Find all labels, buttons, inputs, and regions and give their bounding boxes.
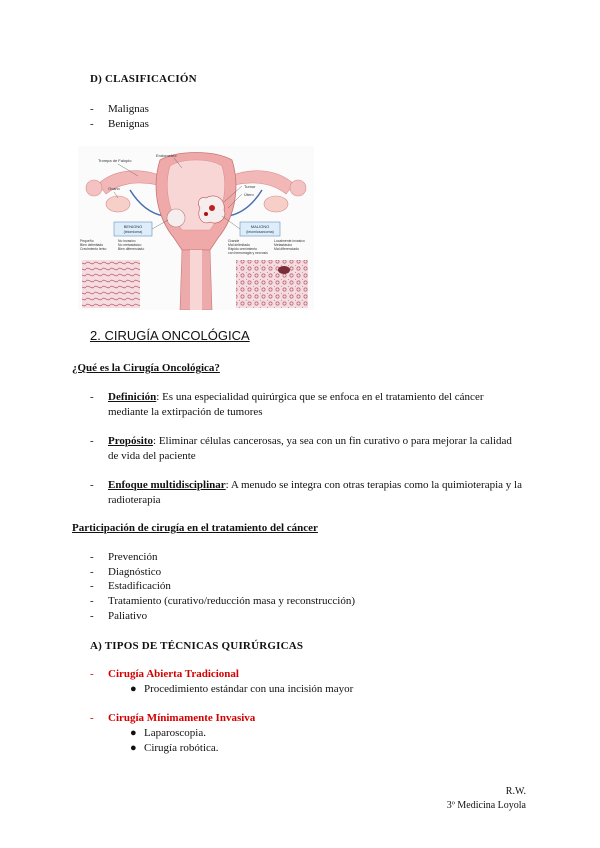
clasificacion-heading: D) CLASIFICACIÓN [90,73,197,85]
label-ovario: Ovario [108,186,120,191]
tecnicas-heading: A) TIPOS DE TÉCNICAS QUIRÚRGICAS [90,640,304,652]
definition-item: - Propósito: Eliminar células cancerosas, ya sea con un fin curativo o para mejorar la calidad de vida del paciente [90,435,512,462]
label-utero: Útero [244,192,254,197]
label-tumor: Tumor [244,184,256,189]
svg-text:Mal delimitado: Mal delimitado [228,243,250,247]
svg-text:Rápido crecimiento: Rápido crecimiento [228,247,258,251]
svg-text:con hemorragia y necrosis: con hemorragia y necrosis [228,251,268,255]
svg-text:Crecimiento lento: Crecimiento lento [80,247,107,251]
svg-text:Localmente invasivo: Localmente invasivo [274,239,305,243]
footer-course: 3º Medicina Loyola [446,800,526,811]
label-maligno-sub: (leiomiosarcoma) [246,230,274,234]
definition-item: - Definición: Es una especialidad quirúrgica que se enfoca en el tratamiento del cáncer mediante la extirpación de tumores [90,391,484,418]
label-endometrio: Endometrio [156,153,177,158]
label-benigno: BENIGNO [123,224,143,229]
question-heading: ¿Qué es la Cirugía Oncológica? [72,362,220,374]
label-maligno: MALIGNO [250,224,270,229]
svg-text:Pequeño: Pequeño [80,239,94,243]
label-trompa: Trompa de Falopio [98,158,132,163]
svg-text:Metastásico: Metastásico [274,243,293,247]
svg-text:No metastásico: No metastásico [118,243,142,247]
svg-text:Bien diferenciado: Bien diferenciado [118,247,145,251]
footer-author: R.W. [505,786,526,797]
cirugia-heading: 2. CIRUGÍA ONCOLÓGICA [90,328,250,343]
svg-text:Bien delimitado: Bien delimitado [80,243,104,247]
uterus-tumor-figure [78,146,314,310]
participacion-heading: Participación de cirugía en el tratamiento del cáncer [72,522,318,534]
svg-text:Mal diferenciado: Mal diferenciado [274,247,299,251]
svg-text:Grande: Grande [228,239,240,243]
svg-text:No invasivo: No invasivo [118,239,136,243]
label-benigno-sub: (leiomioma) [123,230,143,234]
definition-item: - Enfoque multidisciplinar: A menudo se integra con otras terapias como la quimioterapia y la radioterapia [90,479,522,506]
